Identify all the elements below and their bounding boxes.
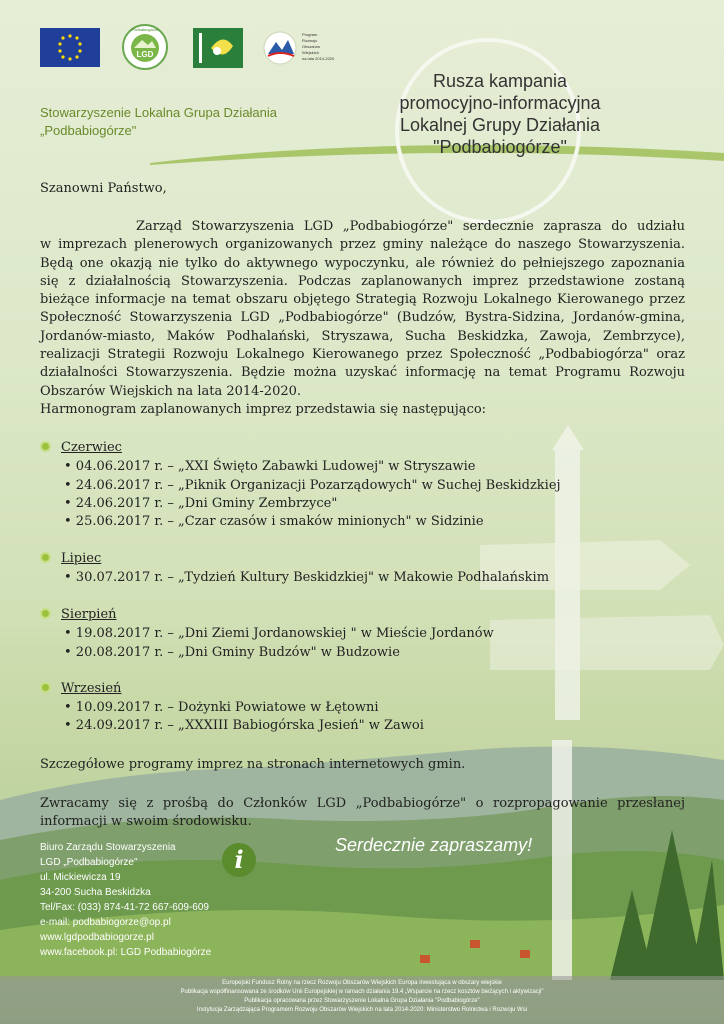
plea-line: informacji w swoim środowisku. [40,814,252,830]
footer-bar [0,976,724,1024]
bullet-icon [40,552,51,563]
month-heading [40,551,101,566]
lgd-logo-ring-text: Podbabiogórze [131,27,159,32]
paragraph-line: realizacji Strategii Rozwoju Lokalnego Kierowanego przez Społeczność „Podbabiogórza" oraz [40,347,685,363]
website-link[interactable]: www.lgdpodbabiogorze.pl [40,932,154,943]
paragraph-line: Społeczność Stowarzyszenia LGD „Podbabiogórze" (Budzów, Bystra-Sidzina, Jordanów-gmina, [40,310,685,326]
prow-logo-icon [262,26,342,70]
footer-line: Publikacja współfinansowana ze środków Unii Europejskiej w ramach działania 19.4 „Wsparcie na rzecz kosztów bieżących i aktywizacji" [180,989,544,995]
paragraph-line: Zarząd Stowarzyszenia LGD „Podbabiogórze" serdecznie zaprasza do udziału [40,219,685,234]
event-item: • 04.06.2017 r. – „XXI Święto Zabawki Ludowej" w Stryszawie [64,459,476,474]
org-name-line1: Stowarzyszenie Lokalna Grupa Działania [40,105,278,120]
lgd-logo-icon [122,24,168,70]
address-line: 34-200 Sucha Beskidzka [40,887,151,898]
event-item: • 19.08.2017 r. – „Dni Ziemi Jordanowskiej " w Mieście Jordanów [64,626,494,641]
month-label: Wrzesień [61,681,122,696]
paragraph-line: Obszarów Wiejskich na lata 2014-2020. [40,383,302,399]
address-line: ul. Mickiewicza 19 [40,872,121,883]
event-item: • 25.06.2017 r. – „Czar czasów i smaków minionych" w Sidzinie [64,514,484,529]
bullet-icon [40,682,51,693]
email-link[interactable]: e-mail: podbabiogorze@op.pl [40,917,171,928]
details-note: Szczegółowe programy imprez na stronach internetowych gmin. [40,757,466,772]
month-heading [40,607,117,622]
lgd-logo-text: LGD [136,50,154,59]
title-line: promocyjno-informacyjna [399,93,601,113]
greeting: Szanowni Państwo, [40,181,167,196]
prow-logo-text-5: na lata 2014-2020 [302,56,335,61]
title-line: Lokalnej Grupy Działania [399,115,601,135]
paragraph-line: się z działalnością Stowarzyszenia. Podczas zaplanowanych imprez przedstawione zostaną [40,273,685,289]
plea-line: Zwracamy się z prośbą do Członków LGD „Podbabiogórze" o rozpropagowanie przesłanej [40,796,685,811]
address-line: Biuro Zarządu Stowarzyszenia [40,842,176,853]
info-icon: i [222,843,256,877]
prow-logo-text-2: Rozwoju [302,38,318,43]
eu-flag-icon [40,28,100,67]
org-name-line2: „Podbabiogórze" [40,123,137,138]
address-line: LGD „Podbabiogórze" [40,857,138,868]
event-item: • 24.06.2017 r. – „Piknik Organizacji Pozarządowych" w Suchej Beskidzkiej [64,478,561,493]
event-item: • 24.09.2017 r. – „XXXIII Babiogórska Jesień" w Zawoi [64,718,424,733]
bullet-icon [40,608,51,619]
paragraph-line: Będą one okazją nie tylko do aktywnego wypoczynku, ale również do pełniejszego zapoznania [40,255,685,271]
event-item: • 20.08.2017 r. – „Dni Gminy Budzów" w Budzowie [64,645,400,660]
event-item: • 24.06.2017 r. – „Dni Gminy Zembrzyce" [64,496,338,511]
phone-line: Tel/Fax: (033) 874-41-72 667-609-609 [40,902,209,913]
paragraph-line: Jordanów-miasto, Maków Podhalański, Stryszawa, Sucha Beskidzka, Zawoja, Zembrzyce), [40,328,685,344]
event-item: • 30.07.2017 r. – „Tydzień Kultury Beskidzkiej" w Makowie Podhalańskim [64,570,550,585]
month-label: Lipiec [61,551,102,566]
footer-line: Instytucja Zarządzająca Programem Rozwoju Obszarów Wiejskich na lata 2014-2020: Ministerstwo Rolnictwa i Rozwoju Wsi [196,1007,528,1013]
month-label: Sierpień [61,607,117,622]
paragraph-line: działalności Stowarzyszenia. Będzie można uzyskać informację na temat Programu Rozwoju [40,365,685,381]
facebook-link[interactable]: www.facebook.pl: LGD Podbabiogórze [40,947,212,958]
footer-line: Europejski Fundusz Rolny na rzecz Rozwoju Obszarów Wiejskich Europa inwestująca w obszary wiejskie [222,980,502,986]
footer-line: Publikacja opracowana przez Stowarzyszenie Lokalna Grupa Działania "Podbabiogórze" [244,998,480,1004]
leader-logo-icon [193,28,243,68]
month-heading [40,440,122,455]
campaign-title [360,70,640,158]
paragraph-line: Harmonogram zaplanowanych imprez przedstawia się następująco: [40,401,487,417]
closing-invitation: Serdecznie zapraszamy! [335,835,533,855]
prow-logo-text-1: Program [302,32,318,37]
paragraph-line: bieżące informacje na temat obszaru objętego Strategią Rozwoju Lokalnego Kierowanego przez [40,292,685,308]
prow-logo-text-3: Obszarów [302,44,321,49]
paragraph-line: w imprezach plenerowych organizowanych przez gminy należące do naszego Stowarzyszenia. [40,237,685,253]
month-heading [40,681,121,696]
event-item: • 10.09.2017 r. – Dożynki Powiatowe w Łętowni [64,700,379,715]
title-line: "Podbabiogórze" [433,137,567,157]
prow-logo-text-4: Wiejskich [302,50,319,55]
bullet-icon [40,441,51,452]
month-label: Czerwiec [61,440,122,455]
plea-paragraph [40,795,685,832]
intro-paragraph [40,218,685,419]
title-line: Rusza kampania [432,71,568,91]
